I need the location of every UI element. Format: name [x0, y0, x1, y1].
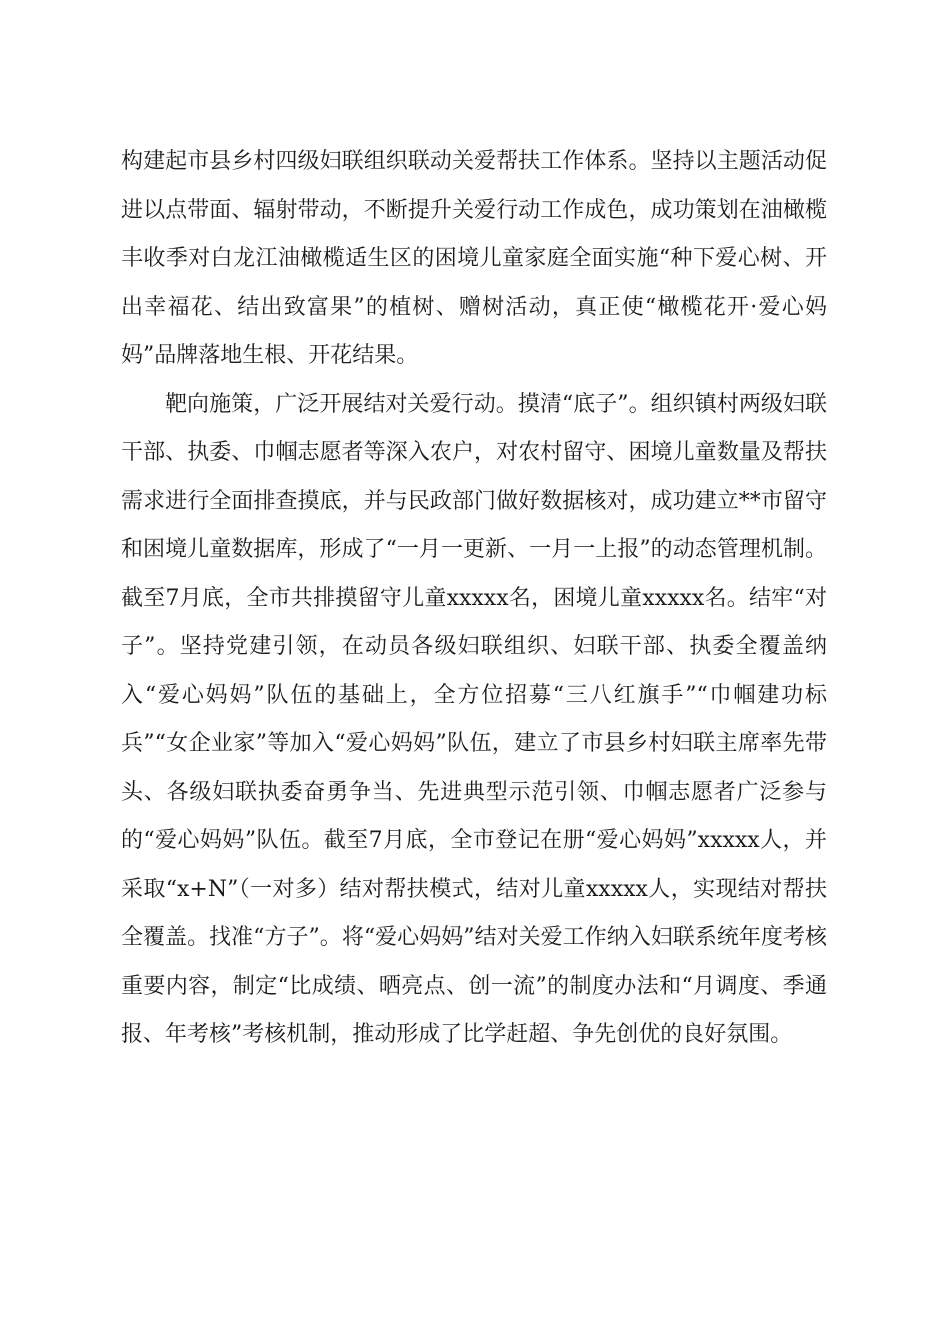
paragraph-2: 靶向施策，广泛开展结对关爱行动。摸清“底子”。组织镇村两级妇联干部、执委、巾帼志愿者等深入农户，对农村留守、困境儿童数量及帮扶需求进行全面排查摸底，并与民政部门做好数据核对，成功建立**市留守和困境儿童数据库，形成了“一月一更新、一月一上报”的动态管理机制。截至7月底，全市共排摸留守儿童xxxxx名，困境儿童xxxxx名。结牢“对子”。坚持党建引领，在动员各级妇联组织、妇联干部、执委全覆盖纳入“爱心妈妈”队伍的基础上，全方位招募“三八红旗手”“巾帼建功标兵”“女企业家”等加入“爱心妈妈”队伍，建立了市县乡村妇联主席率先带头、各级妇联执委奋勇争当、先进典型示范引领、巾帼志愿者广泛参与的“爱心妈妈”队伍。截至7月底，全市登记在册“爱心妈妈”xxxxx人，并采取“x+N”（一对多）结对帮扶模式，结对儿童xxxxx人，实现结对帮扶全覆盖。找准“方子”。将“爱心妈妈”结对关爱工作纳入妇联系统年度考核重要内容，制定“比成绩、晒亮点、创一流”的制度办法和“月调度、季通报、年考核”考核机制，推动形成了比学赶超、争先创优的良好氛围。 — [121, 391, 827, 1047]
document-body — [121, 138, 827, 1060]
paragraph-1: 构建起市县乡村四级妇联组织联动关爱帮扶工作体系。坚持以主题活动促进以点带面、辐射带动，不断提升关爱行动工作成色，成功策划在油橄榄丰收季对白龙江油橄榄适生区的困境儿童家庭全面实施“种下爱心树、开出幸福花、结出致富果”的植树、赠树活动，真正使“橄榄花开·爱心妈妈”品牌落地生根、开花结果。 — [121, 149, 827, 368]
